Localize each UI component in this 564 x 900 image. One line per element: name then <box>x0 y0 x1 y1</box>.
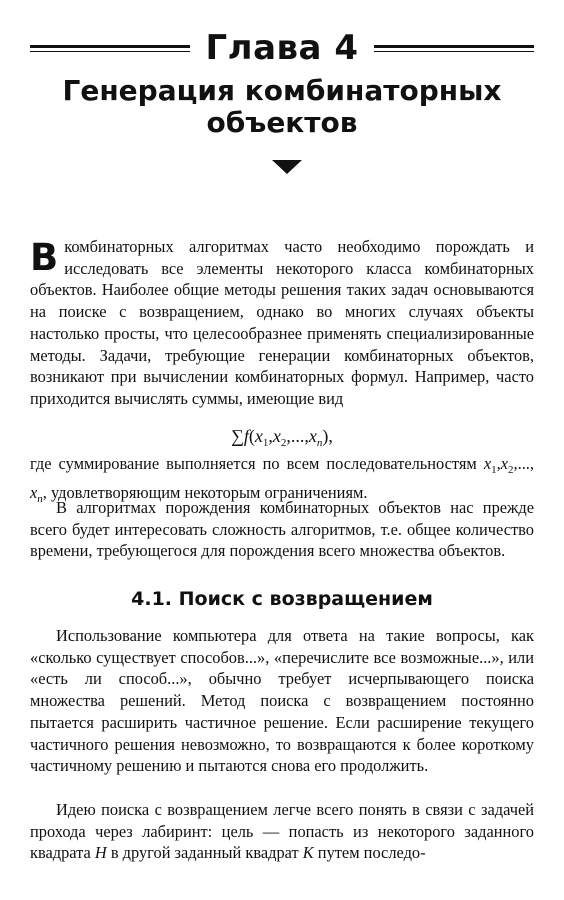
formula-close: ), <box>322 426 333 446</box>
formula-subn: n <box>316 437 323 449</box>
chapter-title-line2: объектов <box>206 106 358 139</box>
chapter-title <box>20 75 544 139</box>
formula-x1: x <box>254 426 263 446</box>
seq-sub2: 2 <box>508 464 514 476</box>
seq-x2: x <box>500 454 508 473</box>
maze-text-a: Идею поиска с возвращением легче всего понять в связи с задачей прохода через лабиринт: цель — попасть из некоторого заданного квадрата <box>30 800 534 863</box>
left-rule <box>30 45 190 52</box>
section-title: 4.1. Поиск с возвращением <box>131 588 433 610</box>
formula-xn: x <box>308 426 317 446</box>
maze-text-c: путем последо- <box>313 843 426 863</box>
intro-paragraph <box>30 236 534 410</box>
square-k: K <box>302 843 314 863</box>
sum-symbol: ∑ <box>231 426 244 446</box>
formula-function: f <box>243 426 249 446</box>
backtracking-paragraph: Использование компьютера для ответа на такие вопросы, как «сколько существует способов...», «перечислите все возможные...», или «есть ли способ...», обычно требует исчерпывающего поиска множества решений. Метод поиска с возвращением постоянно пытается расширить частичное решение. Если расширение текущего частичного решения невозможно, то возвращаются к более короткому частичному решению и пытаются снова его продолжить. <box>30 626 534 776</box>
seq-sub1: 1 <box>491 464 497 476</box>
summation-text: где суммирование выполняется по всем последовательностям <box>30 454 484 473</box>
square-h: H <box>94 843 107 863</box>
right-rule <box>374 45 534 52</box>
chapter-title-line1: Генерация комбинаторных <box>62 74 502 107</box>
formula-x2: x <box>272 426 281 446</box>
seq-comma: , <box>496 454 501 473</box>
complexity-paragraph: В алгоритмах порождения комбинаторных объектов нас прежде всего будет интересовать сложность алгоритмов, т.е. общее количество времени, требующегося для порождения всего множества объектов. <box>30 498 534 561</box>
chapter-heading <box>30 28 534 68</box>
seq-x1: x <box>483 454 492 473</box>
formula-sep: , <box>268 426 273 446</box>
maze-paragraph <box>30 799 534 864</box>
summation-text-end: , удовлетворяющим некоторым ограничениям. <box>42 482 368 502</box>
chapter-label: Глава 4 <box>205 28 359 68</box>
seq-xn: x <box>30 482 38 502</box>
formula-sub2: 2 <box>280 437 287 449</box>
sum-formula <box>30 424 534 455</box>
triangle-down-icon <box>272 160 302 174</box>
formula-sub1: 1 <box>262 437 269 449</box>
drop-cap: В <box>30 236 59 279</box>
intro-paragraph-text: комбинаторных алгоритмах часто необходимо порождать и исследовать все элементы некоторого класса комбинаторных объектов. Наиболее общие методы решения таких задач основываются на поиске с возвращением, однако во многих случаях объекты настолько просты, что целесообразнее применять специализированные методы. Задачи, требующие генерации комбинаторных объектов, возникают при вычислении комбинаторных формул. Например, часто приходится вычислять суммы, имеющие вид <box>30 237 534 408</box>
seq-mid: ,..., <box>513 454 534 473</box>
maze-text-b: в другой заданный квадрат <box>106 843 303 863</box>
formula-ellipsis: ,..., <box>286 426 309 446</box>
formula-open: ( <box>248 426 255 446</box>
seq-subn: n <box>37 492 43 505</box>
